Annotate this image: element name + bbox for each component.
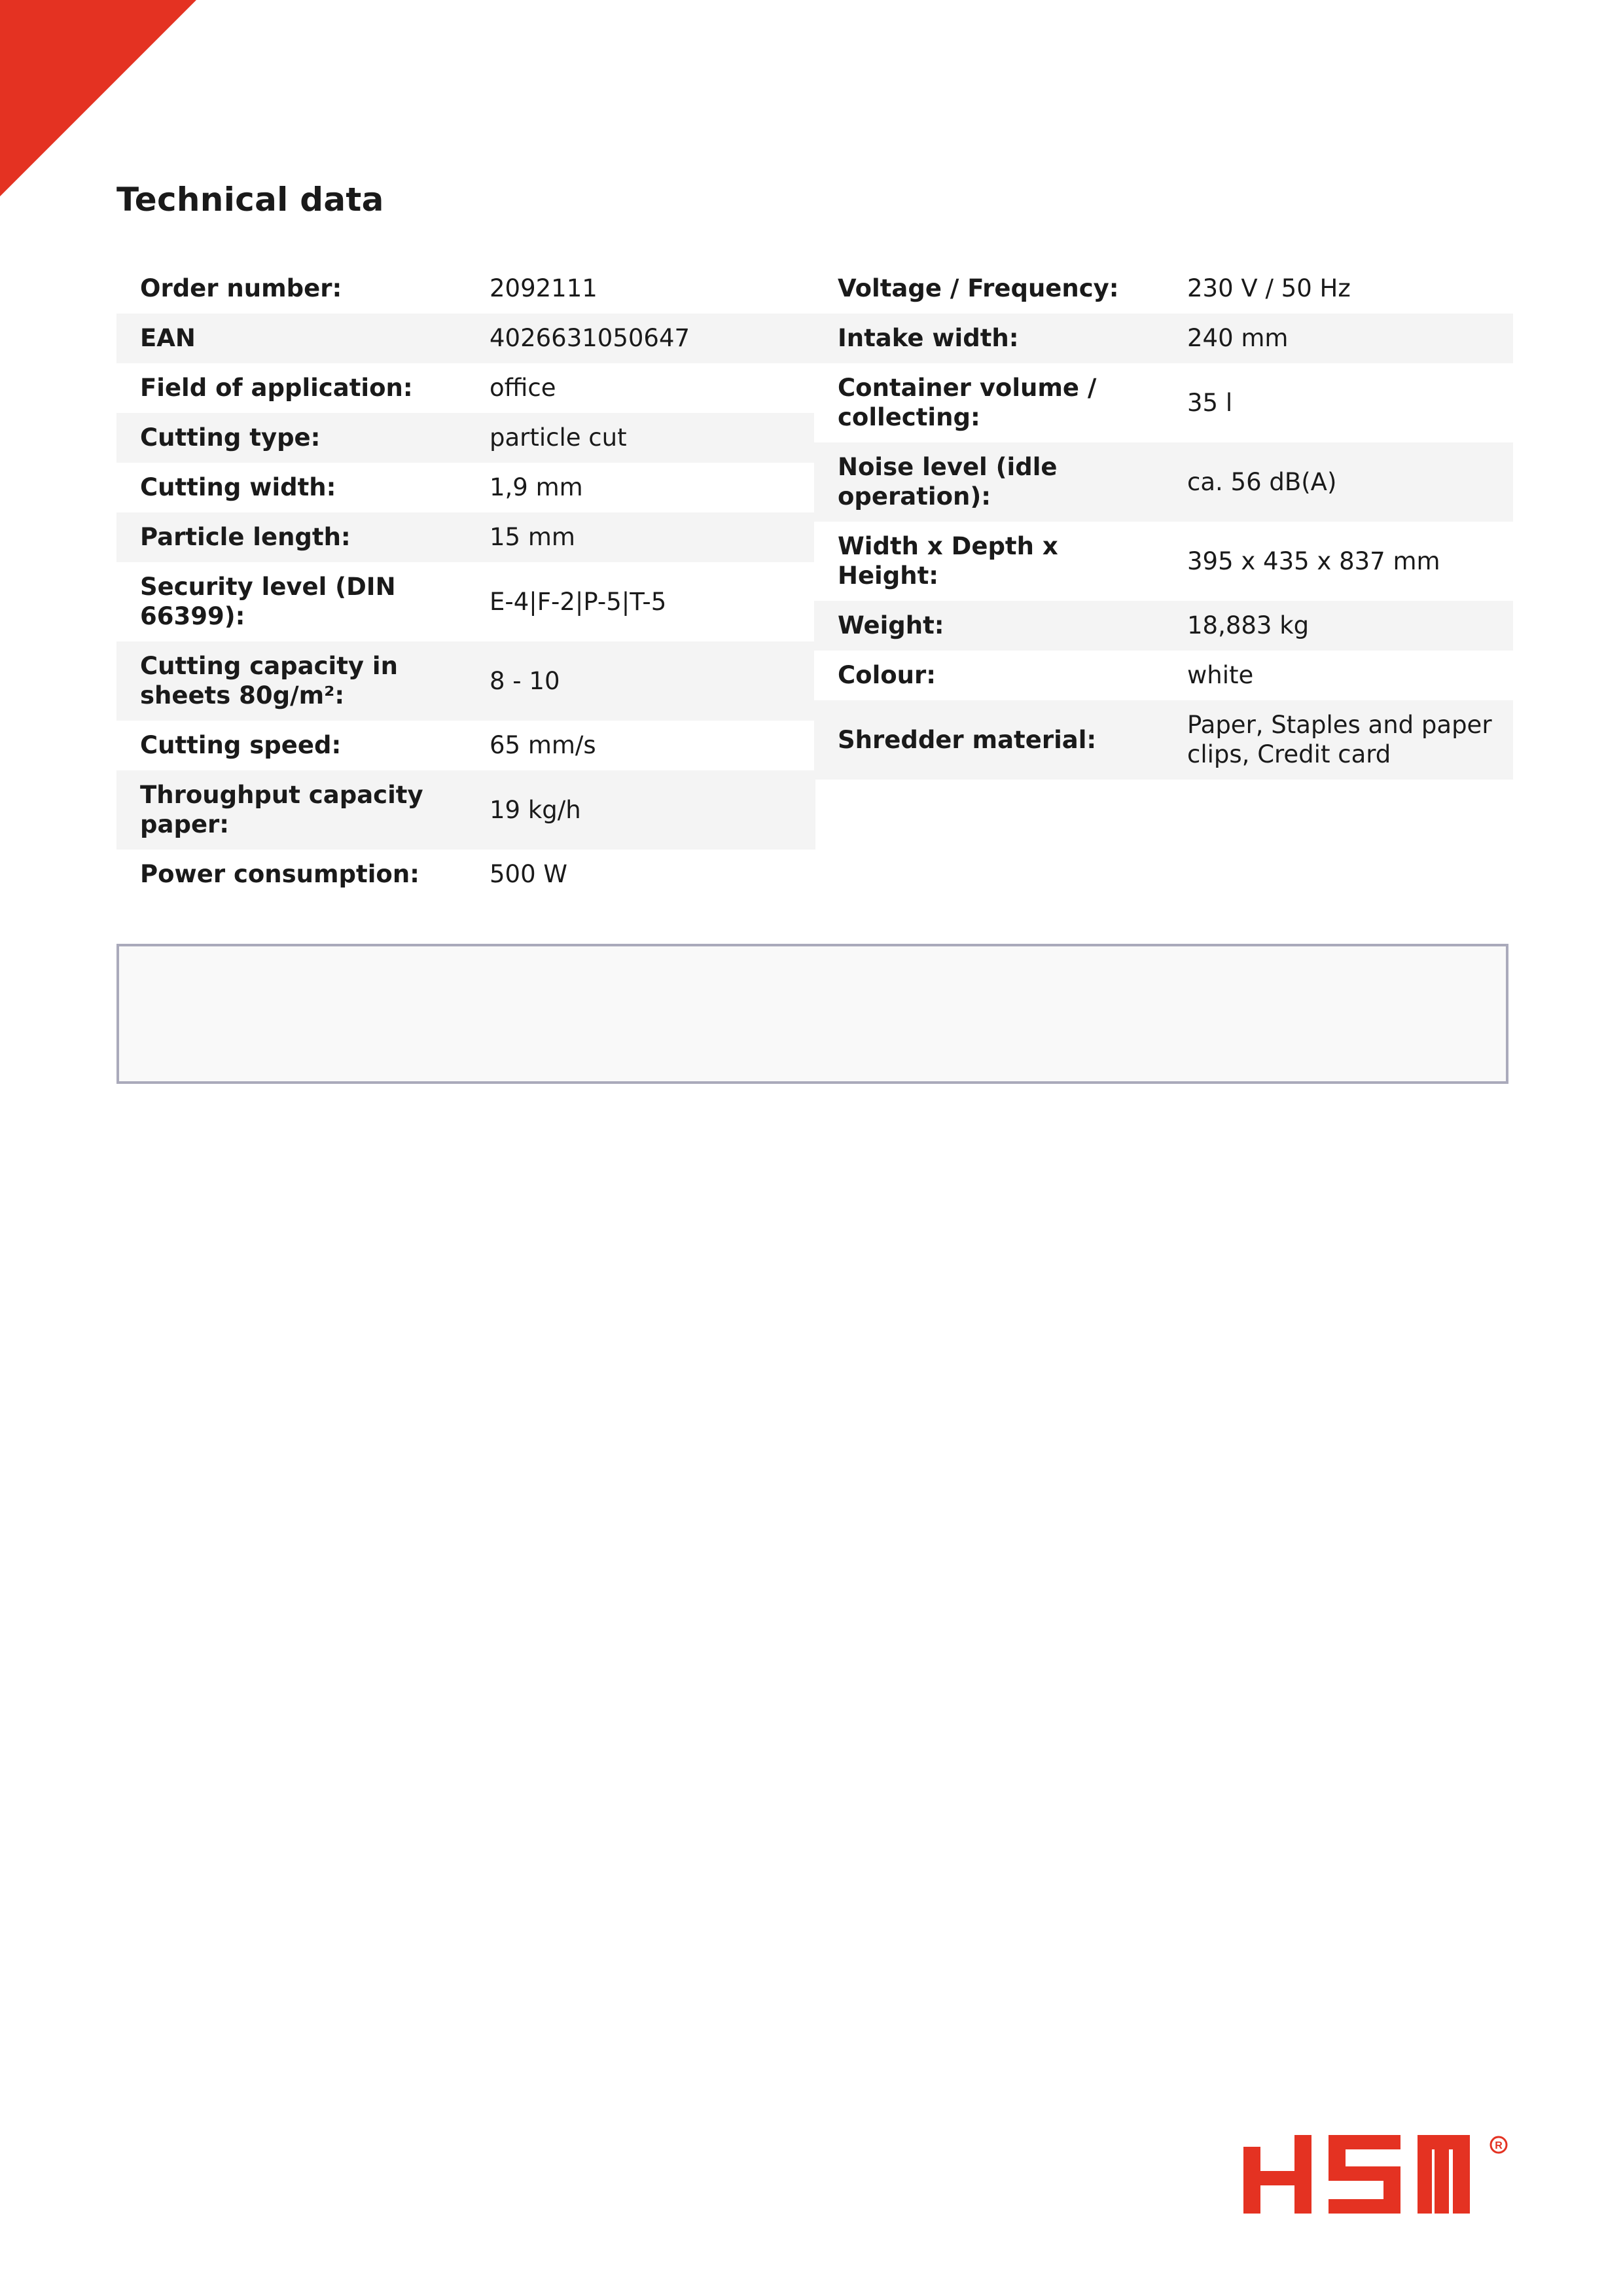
spec-table-right	[814, 264, 1513, 780]
spec-label: Voltage / Frequency:	[838, 274, 1119, 302]
spec-value: 4026631050647	[490, 324, 690, 352]
spec-row	[814, 651, 1513, 700]
spec-row	[814, 601, 1513, 651]
spec-value: 65 mm/s	[490, 731, 596, 759]
spec-label: Particle length:	[140, 523, 351, 551]
spec-value: 1,9 mm	[490, 473, 583, 501]
spec-label: Throughput capacity paper:	[140, 781, 423, 838]
spec-value: 35 l	[1187, 388, 1233, 417]
spec-value: 8 - 10	[490, 666, 560, 695]
hsm-logo	[1243, 2135, 1512, 2214]
spec-label: Field of application:	[140, 374, 413, 402]
spec-row	[814, 442, 1513, 522]
spec-row	[814, 522, 1513, 601]
spec-value: 240 mm	[1187, 324, 1289, 352]
spec-label: Colour:	[838, 661, 936, 689]
spec-label: Cutting capacity in sheets 80g/m²:	[140, 652, 398, 709]
spec-table-left	[116, 264, 815, 899]
spec-label: Weight:	[838, 611, 944, 639]
corner-accent	[0, 0, 196, 196]
spec-label: Order number:	[140, 274, 342, 302]
spec-value: 230 V / 50 Hz	[1187, 274, 1351, 302]
spec-value: 19 kg/h	[490, 795, 581, 824]
spec-value: ca. 56 dB(A)	[1187, 467, 1337, 496]
spec-value: 395 x 435 x 837 mm	[1187, 547, 1440, 575]
spec-row	[814, 363, 1513, 442]
spec-value: Paper, Staples and paper clips, Credit card	[1187, 711, 1492, 768]
spec-label: Container volume / collecting:	[838, 374, 1097, 431]
spec-value: 2092111	[490, 274, 597, 302]
spec-value: 18,883 kg	[1187, 611, 1310, 639]
page-title: Technical data	[116, 181, 384, 219]
spec-value: white	[1187, 661, 1254, 689]
spec-row	[116, 721, 815, 770]
spec-label: Security level (DIN 66399):	[140, 573, 396, 630]
spec-value: E-4|F-2|P-5|T-5	[490, 587, 667, 616]
svg-text:R: R	[1495, 2140, 1503, 2151]
spec-row	[116, 562, 815, 641]
spec-row	[116, 363, 815, 413]
empty-note-box	[116, 944, 1508, 1084]
spec-row	[116, 850, 815, 899]
spec-label: Power consumption:	[140, 860, 419, 888]
spec-row	[116, 314, 815, 363]
spec-row	[116, 641, 815, 721]
spec-value: office	[490, 374, 556, 402]
spec-row	[814, 314, 1513, 363]
spec-label: Width x Depth x Height:	[838, 532, 1058, 590]
spec-value: particle cut	[490, 423, 627, 452]
spec-row	[116, 770, 815, 850]
spec-label: Intake width:	[838, 324, 1019, 352]
spec-value: 15 mm	[490, 523, 575, 551]
spec-label: Shredder material:	[838, 725, 1097, 754]
spec-label: EAN	[140, 324, 196, 352]
spec-row	[116, 463, 815, 512]
spec-label: Cutting speed:	[140, 731, 342, 759]
spec-row	[116, 512, 815, 562]
spec-row	[116, 413, 815, 463]
spec-label: Cutting type:	[140, 423, 321, 452]
spec-label: Noise level (idle operation):	[838, 453, 1058, 511]
spec-row	[116, 264, 815, 314]
spec-label: Cutting width:	[140, 473, 336, 501]
spec-value: 500 W	[490, 860, 567, 888]
spec-row	[814, 700, 1513, 780]
spec-row	[814, 264, 1513, 314]
